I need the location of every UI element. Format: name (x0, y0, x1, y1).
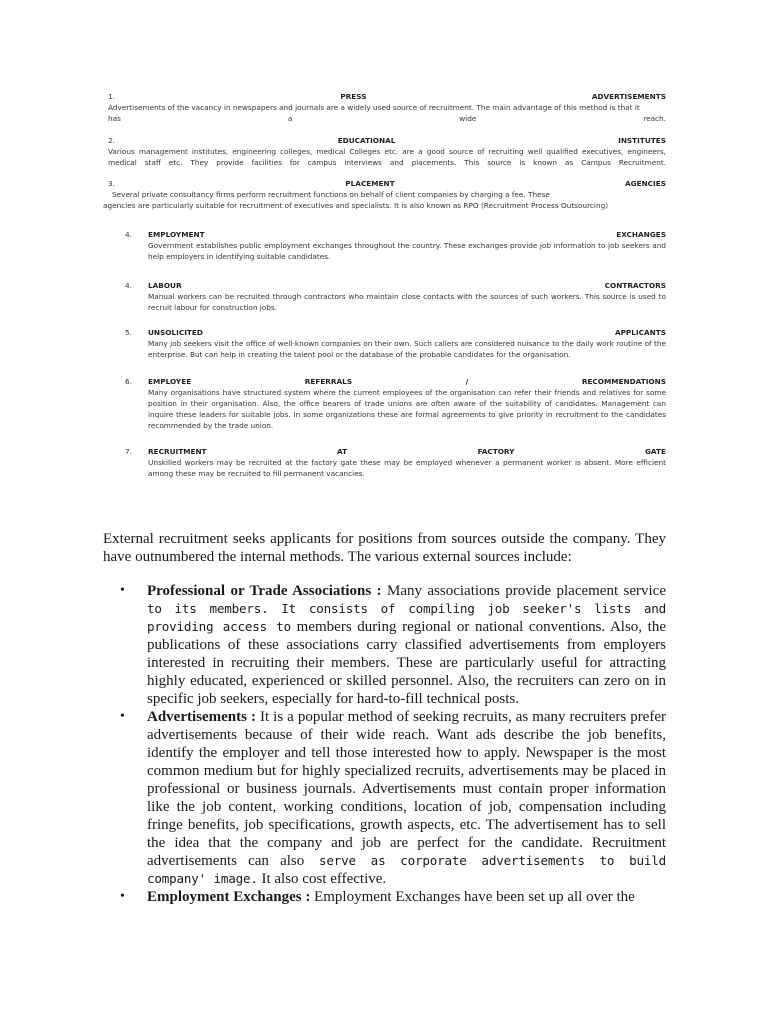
bullet-icon: • (120, 889, 125, 904)
section-labour-contractors (125, 280, 666, 313)
section-heading (148, 280, 666, 291)
heading-word: APPLICANTS (614, 328, 666, 337)
heading-word: PLACEMENT (345, 179, 395, 188)
body-word: wide (459, 114, 477, 123)
section-number: 1. (108, 92, 115, 101)
section-number: 5. (125, 328, 132, 337)
section-body-line: agencies are particularly suitable for recruitment of executives and specialists. It is also known as RPO (Recruitment Process Outsourcing) (103, 201, 609, 210)
external-sources-list (120, 582, 666, 906)
section-number: 4. (125, 230, 132, 239)
heading-word: PRESS (340, 92, 367, 101)
list-item-title: Professional or Trade Associations : (147, 583, 382, 599)
section-employment-exchanges (125, 229, 666, 262)
body-word: a (287, 114, 293, 123)
section-unsolicited-applicants (125, 327, 666, 360)
list-item (120, 888, 666, 906)
heading-word: GATE (644, 447, 666, 456)
section-body: Manual workers can be recruited through contractors who maintain close contacts with the sources of such workers. This source is used to recruit labour for construction jobs. (148, 292, 666, 312)
section-heading (148, 376, 666, 387)
section-body: Advertisements of the vacancy in newspapers and journals are a widely used source of recruitment. The main advantage of this method is that it (108, 103, 640, 112)
list-item-title: Advertisements : (147, 709, 256, 725)
section-number: 7. (125, 447, 132, 456)
section-body: Many job seekers visit the office of well-known companies on their own. Such callers are considered nuisance to the daily work routine of the enterprise. But can help in creating the talent pool or the database of the probable candidates for the organisation. (148, 339, 666, 359)
list-item-text: It also cost effective. (261, 871, 387, 887)
heading-word: ADVERTISEMENTS (591, 92, 666, 101)
section-body: Various management institutes, engineering colleges, medical Colleges etc. are a good source of recruiting well qualified executives, engineers, medical staff etc. They provide facilities for campus interviews and placements. This source is known as Campus Recruitment. (108, 147, 666, 167)
section-press-advertisements (108, 91, 666, 124)
bullet-icon: • (120, 583, 125, 598)
heading-word: FACTORY (477, 447, 515, 456)
section-body: Many organisations have structured system where the current employees of the organisation can refer their friends and relatives for some position in their organisation. Also, the office bearers of trade unions are often aware of the suitability of candidates. Management can inquire these leaders for suitable jobs. In some organizations these are formal agreements to give priority in recruitment to the candidates recommended by the trade union. (148, 388, 666, 430)
heading-word: CONTRACTORS (604, 281, 666, 290)
list-item-text: Many associations provide placement service (381, 583, 666, 599)
body-word: reach. (643, 114, 666, 123)
section-placement-agencies (103, 178, 666, 211)
heading-word: INSTITUTES (618, 136, 666, 145)
external-intro-paragraph: External recruitment seeks applicants for positions from sources outside the company. They have outnumbered the internal methods. The various external sources include: (103, 531, 666, 565)
section-number: 3. (108, 179, 115, 188)
section-body-last-line (108, 113, 666, 124)
list-item-text: serve as corporate advertisements to build company' image. (147, 853, 666, 886)
heading-word: AT (337, 447, 348, 456)
heading-word: EMPLOYEE (148, 377, 192, 386)
heading-word: UNSOLICITED (148, 328, 203, 337)
section-body: Unskilled workers may be recruited at the factory gate these may be employed whenever a permanent worker is absent. More efficient among these may be recruited to fill permanent vacancies. (148, 458, 666, 478)
section-body: Government establishes public employment exchanges throughout the country. These exchanges provide job information to job seekers and help employers in identifying suitable candidates. (148, 241, 666, 261)
section-heading (108, 91, 666, 102)
list-item-text: Employment Exchanges have been set up all over the (310, 889, 635, 905)
list-item (120, 582, 666, 708)
section-heading (148, 327, 666, 338)
section-recruitment-factory-gate (125, 446, 666, 479)
heading-word: LABOUR (148, 281, 182, 290)
heading-word: / (465, 377, 469, 386)
list-item-title: Employment Exchanges : (147, 889, 311, 905)
heading-word: REFERRALS (304, 377, 353, 386)
section-number: 4. (125, 281, 132, 290)
heading-word: EMPLOYMENT (148, 230, 205, 239)
body-word: has (108, 114, 121, 123)
list-item-text: It is a popular method of seeking recruits, as many recruiters prefer advertisements because of their wide reach. Want ads describe the job benefits, identify the employer and tell those interested how to apply. Newspaper is the most common medium but for highly specialized recruits, advertisements may be placed in professional or business journals. Advertisements must contain proper information like the job content, working conditions, location of job, compensation including fringe benefits, job specifications, growth aspects, etc. The advertisement has to sell the idea that the company and job are perfect for the candidate. Recruitment advertisements can also (147, 709, 666, 869)
section-number: 2. (108, 136, 115, 145)
bullet-icon: • (120, 709, 125, 724)
heading-word: EDUCATIONAL (337, 136, 396, 145)
section-heading (108, 135, 666, 146)
section-heading (108, 178, 666, 189)
section-employee-referrals (125, 376, 666, 431)
list-item-text: to its members. It consists of compiling job seeker's lists and providing access to (147, 601, 666, 634)
section-number: 6. (125, 377, 132, 386)
heading-word: RECOMMENDATIONS (581, 377, 666, 386)
section-body-line: Several private consultancy firms perform recruitment functions on behalf of client companies by charging a fee. These (112, 190, 550, 199)
section-heading (148, 229, 666, 240)
heading-word: AGENCIES (624, 179, 666, 188)
section-heading (148, 446, 666, 457)
section-educational-institutes (108, 135, 666, 168)
list-item-text: members during regional or national conventions. Also, the publications of these associations carry classified advertisements from employers interested in recruiting their members. These are particularly useful for attracting highly educated, experienced or skilled personnel. Also, the recruiters can zero on in specific job seekers, especially for hard-to-fill technical posts. (147, 619, 667, 707)
heading-word: EXCHANGES (616, 230, 666, 239)
list-item (120, 708, 666, 888)
heading-word: RECRUITMENT (148, 447, 207, 456)
